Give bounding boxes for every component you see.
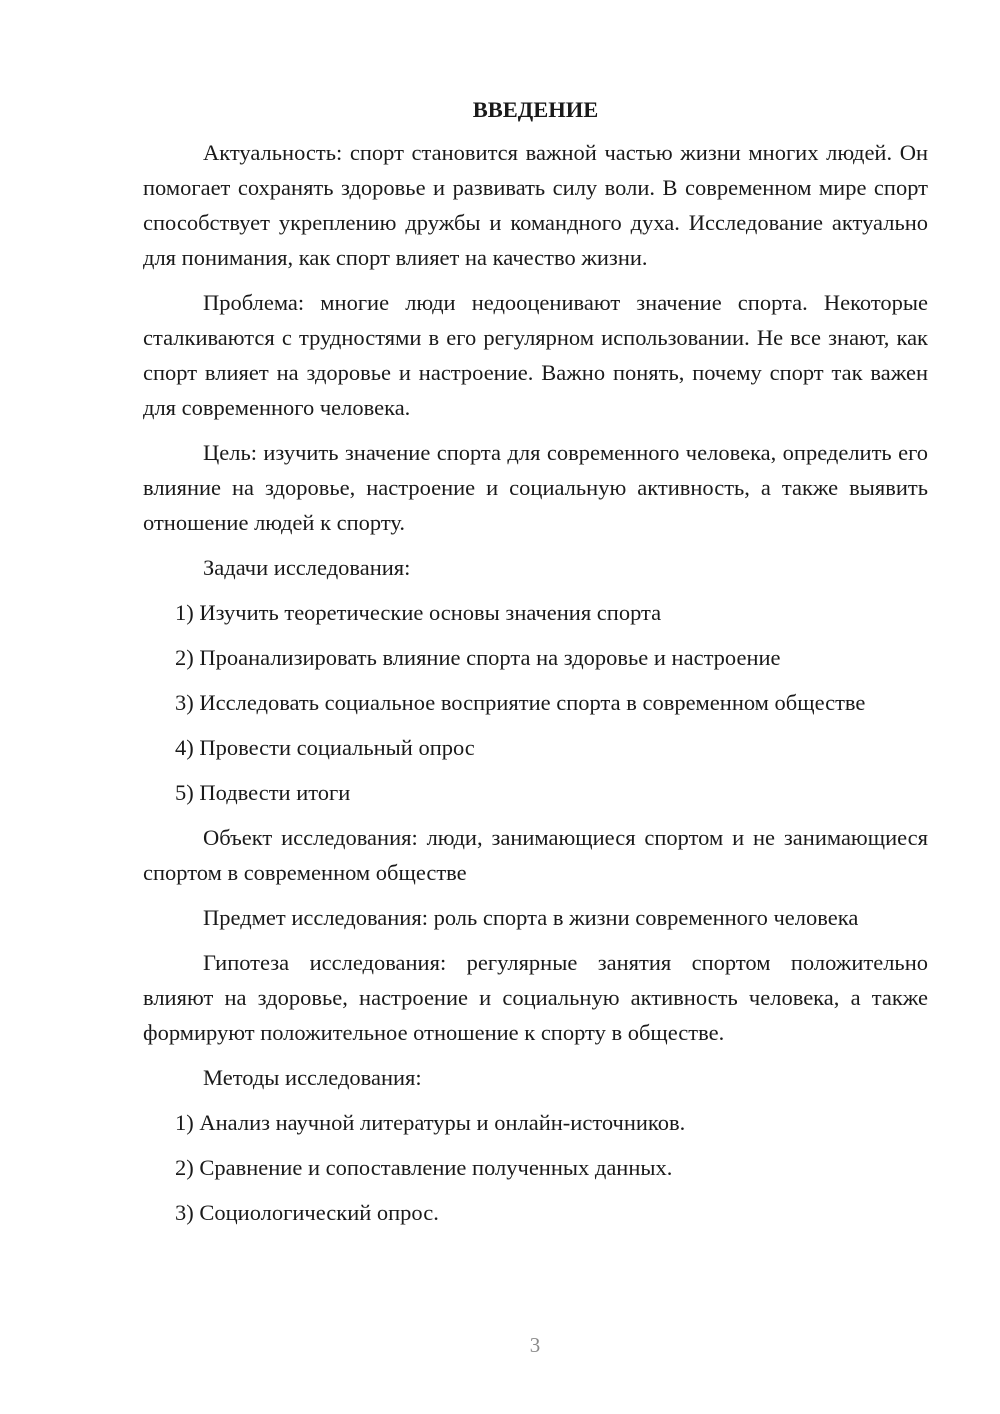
methods-heading: Методы исследования: xyxy=(203,1065,422,1090)
method-item-3: 3) Социологический опрос. xyxy=(175,1200,439,1225)
relevance-paragraph: Актуальность: спорт становится важной частью жизни многих людей. Он помогает сохранять здоровье и развивать силу воли. В современном мире спорт способствует укреплению дружбы и командного духа. Исследование актуально для понимания, как спорт влияет на качество жизни. xyxy=(143,140,928,270)
object-paragraph: Объект исследования: люди, занимающиеся спортом и не занимающиеся спортом в современном обществе xyxy=(143,825,928,885)
page-number: 3 xyxy=(529,1333,541,1357)
task-item-5: 5) Подвести итоги xyxy=(175,780,351,805)
page-content xyxy=(143,92,928,1240)
section-title: ВВЕДЕНИЕ xyxy=(472,97,599,122)
problem-paragraph: Проблема: многие люди недооценивают значение спорта. Некоторые сталкиваются с трудностями в его регулярном использовании. Не все знают, как спорт влияет на здоровье и настроение. Важно понять, почему спорт так важен для современного человека. xyxy=(143,290,928,420)
method-item-2: 2) Сравнение и сопоставление полученных данных. xyxy=(175,1155,673,1180)
task-item-3: 3) Исследовать социальное восприятие спорта в современном обществе xyxy=(175,690,866,715)
method-item-1: 1) Анализ научной литературы и онлайн-источников. xyxy=(175,1110,686,1135)
goal-paragraph: Цель: изучить значение спорта для современного человека, определить его влияние на здоровье, настроение и социальную активность, а также выявить отношение людей к спорту. xyxy=(143,440,928,535)
subject-paragraph: Предмет исследования: роль спорта в жизни современного человека xyxy=(203,905,859,930)
tasks-heading: Задачи исследования: xyxy=(203,555,411,580)
task-item-4: 4) Провести социальный опрос xyxy=(175,735,475,760)
task-item-2: 2) Проанализировать влияние спорта на здоровье и настроение xyxy=(175,645,781,670)
task-item-1: 1) Изучить теоретические основы значения спорта xyxy=(175,600,662,625)
hypothesis-paragraph: Гипотеза исследования: регулярные занятия спортом положительно влияют на здоровье, настроение и социальную активность человека, а также формируют положительное отношение к спорту в обществе. xyxy=(143,950,928,1045)
